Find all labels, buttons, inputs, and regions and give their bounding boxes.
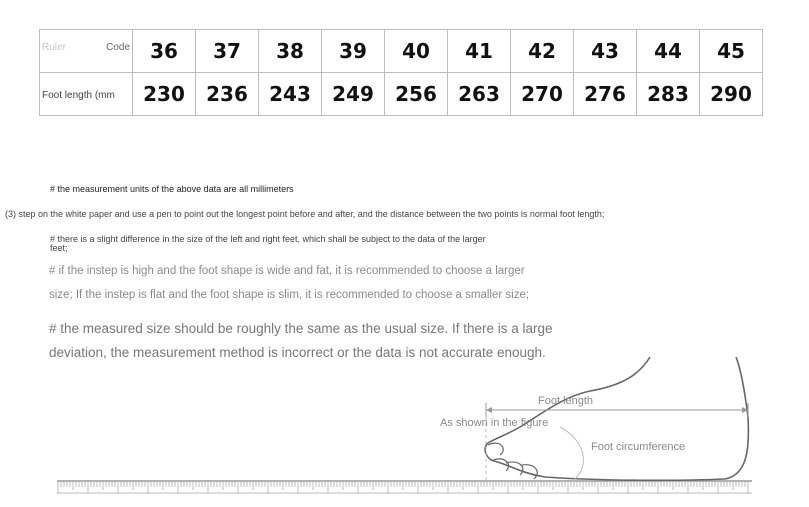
- code-cell: 39: [322, 30, 385, 73]
- foot-length-cell: 290: [700, 73, 763, 116]
- foot-length-cell: 270: [511, 73, 574, 116]
- foot-length-cell: 249: [322, 73, 385, 116]
- instep-high-note: # if the instep is high and the foot shape is wide and fat, it is recommended to choose a larger: [49, 265, 525, 277]
- foot-length-cell: 256: [385, 73, 448, 116]
- as-shown-caption: As shown in the figure: [440, 417, 549, 429]
- measured-size-note: # the measured size should be roughly the same as the usual size. If there is a large deviation, the measurement method is incorrect or the data is not accurate enough.: [49, 321, 553, 360]
- code-cell: 36: [133, 30, 196, 73]
- foot-length-cell: 236: [196, 73, 259, 116]
- instep-flat-note: size; If the instep is flat and the foot shape is slim, it is recommended to choose a smaller size;: [49, 289, 530, 301]
- code-cell: 40: [385, 30, 448, 73]
- left-right-note: # there is a slight difference in the size of the left and right feet, which shall be subject to the data of the larger feet;: [50, 234, 486, 254]
- units-note: # the measurement units of the above data are all millimeters: [50, 184, 294, 194]
- foot-length-caption: Foot length: [538, 395, 594, 407]
- circumference-curve: [560, 427, 583, 479]
- code-cell: 43: [574, 30, 637, 73]
- code-cell: 37: [196, 30, 259, 73]
- foot-length-cell: 276: [574, 73, 637, 116]
- foot-length-row: [40, 73, 763, 116]
- code-cell: 42: [511, 30, 574, 73]
- code-header-cell: [40, 30, 133, 73]
- foot-length-label: Foot length (mm: [42, 90, 115, 101]
- code-label: Code: [106, 42, 130, 53]
- foot-length-cell: 230: [133, 73, 196, 116]
- code-cell: 41: [448, 30, 511, 73]
- foot-measurement-illustration: [0, 355, 809, 507]
- code-row: [40, 30, 763, 73]
- foot-length-header-cell: [40, 73, 133, 116]
- foot-circumference-caption: Foot circumference: [591, 441, 686, 453]
- foot-length-cell: 263: [448, 73, 511, 116]
- ruler-graphic: [57, 481, 752, 493]
- foot-length-cell: 243: [259, 73, 322, 116]
- foot-length-cell: 283: [637, 73, 700, 116]
- code-cell: 45: [700, 30, 763, 73]
- step3-note: (3) step on the white paper and use a pen to point out the longest point before and after, and the distance between the two points is normal foot length;: [5, 209, 605, 219]
- ruler-label: Ruler: [42, 42, 66, 53]
- code-cell: 38: [259, 30, 322, 73]
- code-cell: 44: [637, 30, 700, 73]
- size-table: [39, 29, 763, 116]
